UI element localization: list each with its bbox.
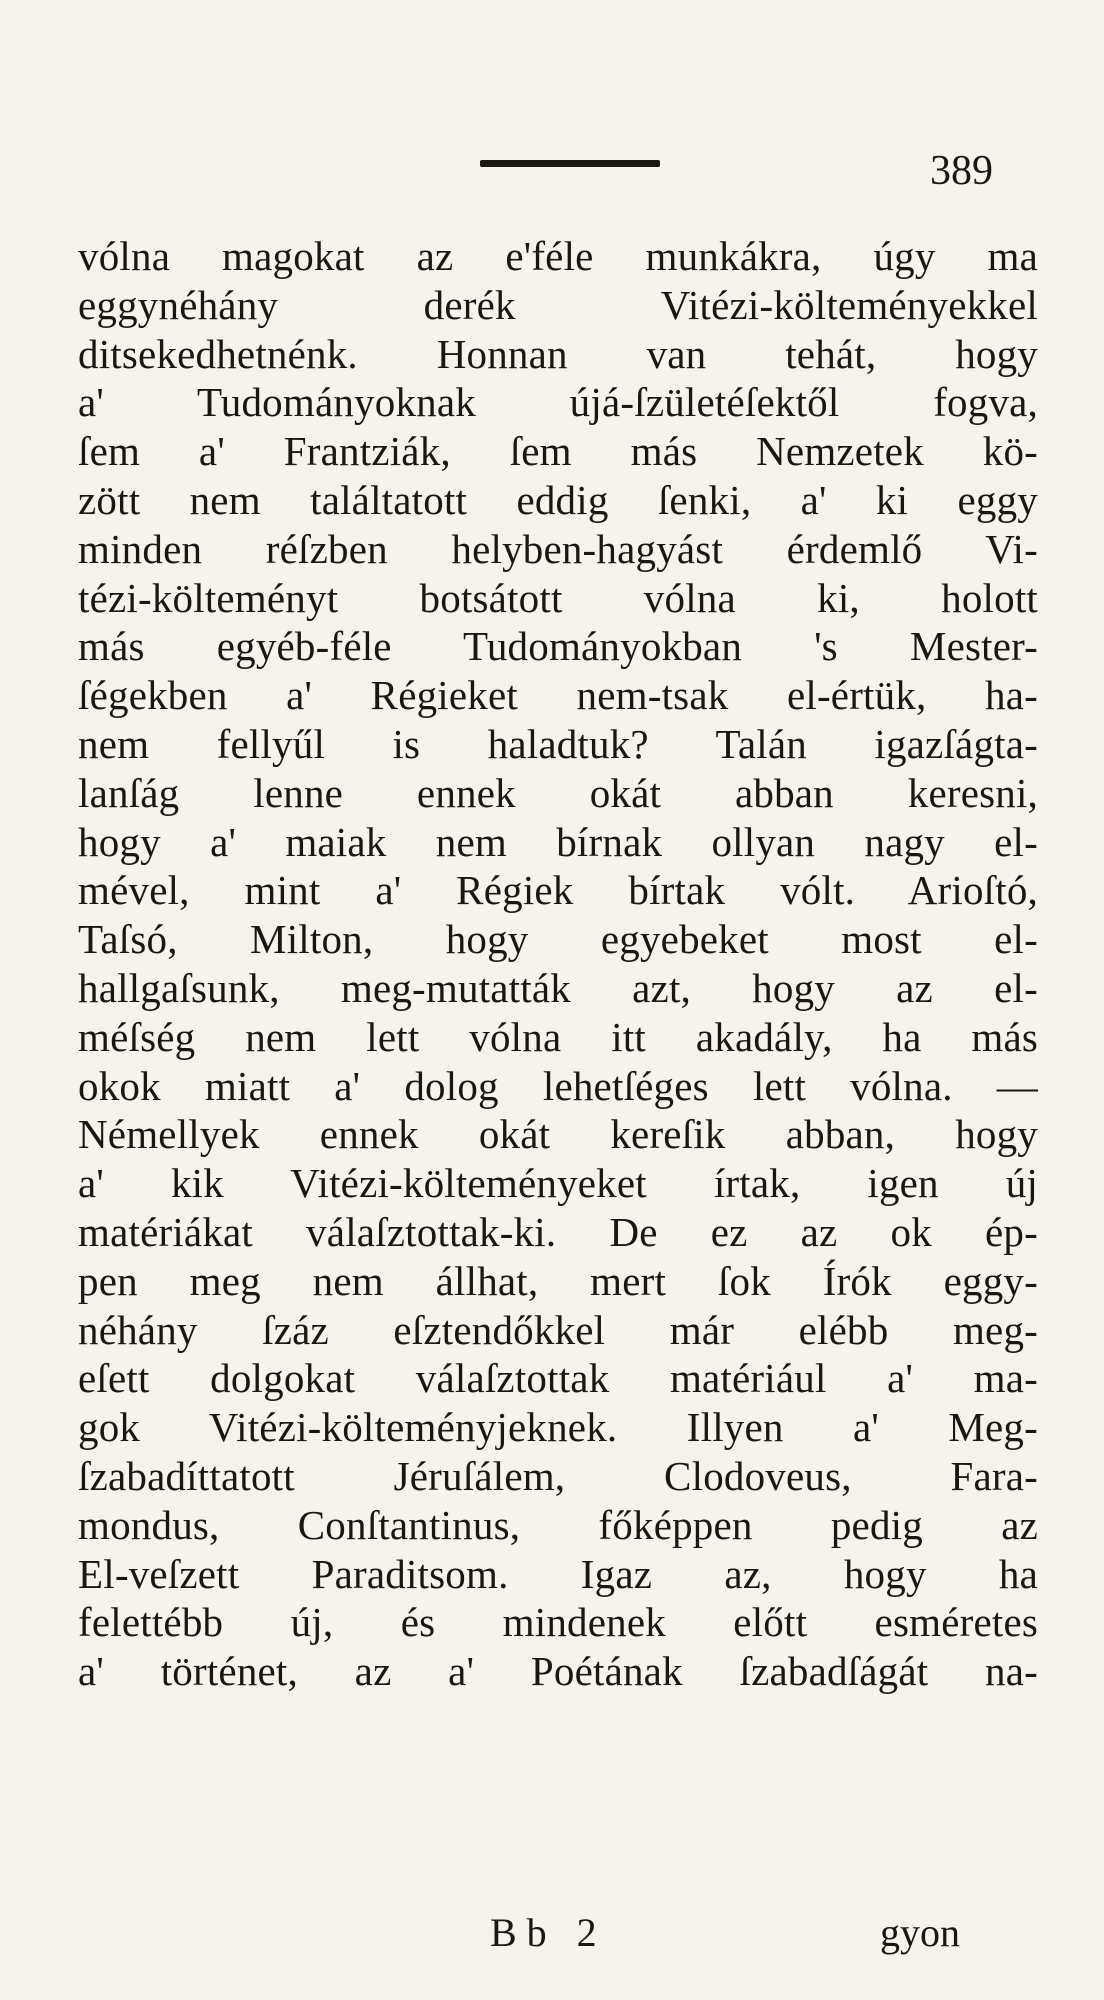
text-line: mével, mint a' Régiek bírtak vólt. Arioſtó, — [78, 867, 1038, 914]
page-footer — [0, 1908, 1104, 1958]
text-line: más egyéb-féle Tudományokban 's Mester- — [78, 623, 1038, 670]
body-text — [78, 232, 1038, 1696]
text-line: ſzabadíttatott Jéruſálem, Clodoveus, Fara- — [78, 1452, 1038, 1499]
text-line: lanſág lenne ennek okát abban keresni, — [78, 769, 1038, 816]
text-line: Némellyek ennek okát kereſik abban, hogy — [78, 1111, 1038, 1158]
text-line: méſség nem lett vólna itt akadály, ha más — [78, 1013, 1038, 1060]
text-line: ſégekben a' Régieket nem-tsak el-értük, ha- — [78, 672, 1038, 719]
catchword: gyon — [880, 1910, 960, 1955]
text-line: a' történet, az a' Poétának ſzabadſágát na- — [78, 1648, 1038, 1695]
text-line: eſett dolgokat válaſztottak matériául a' ma- — [78, 1355, 1038, 1402]
text-line: minden réſzben helyben-hagyást érdemlő Vi- — [78, 525, 1038, 572]
text-line: felettébb új, és mindenek előtt esméretes — [78, 1599, 1038, 1646]
text-line: a' kik Vitézi-költeményeket írtak, igen új — [78, 1160, 1038, 1207]
text-line: mondus, Conſtantinus, főképpen pedig az — [78, 1501, 1038, 1548]
text-line: okok miatt a' dolog lehetſéges lett vólna. — — [78, 1062, 1038, 1109]
text-line: gok Vitézi-költeményjeknek. Illyen a' Meg- — [78, 1404, 1038, 1451]
text-line: tézi-költeményt botsátott vólna ki, holott — [78, 574, 1038, 621]
text-line: matériákat válaſztottak-ki. De ez az ok ép- — [78, 1208, 1038, 1255]
text-line: Taſsó, Milton, hogy egyebeket most el- — [78, 916, 1038, 963]
text-line: ditsekedhetnénk. Honnan van tehát, hogy — [78, 330, 1038, 377]
text-line: hogy a' maiak nem bírnak ollyan nagy el- — [78, 818, 1038, 865]
text-line: néhány ſzáz eſztendőkkel már elébb meg- — [78, 1306, 1038, 1353]
signature-mark: Bb 2 — [490, 1910, 607, 1955]
text-line: zött nem találtatott eddig ſenki, a' ki eggy — [78, 476, 1038, 523]
text-line: ſem a' Frantziák, ſem más Nemzetek kö- — [78, 428, 1038, 475]
page-number: 389 — [930, 148, 993, 194]
header-ornament-rule — [480, 160, 660, 167]
text-line: vólna magokat az e'féle munkákra, úgy ma — [78, 233, 1038, 279]
text-line: a' Tudományoknak újá-ſzületéſektől fogva, — [78, 379, 1038, 426]
text-line: eggynéhány derék Vitézi-költeményekkel — [78, 281, 1038, 328]
text-line: El-veſzett Paraditsom. Igaz az, hogy ha — [78, 1550, 1038, 1597]
text-line: hallgaſsunk, meg-mutatták azt, hogy az el- — [78, 964, 1038, 1011]
text-line: pen meg nem állhat, mert ſok Írók eggy- — [78, 1257, 1038, 1304]
text-line: nem fellyűl is haladtuk? Talán igazſágta- — [78, 720, 1038, 767]
